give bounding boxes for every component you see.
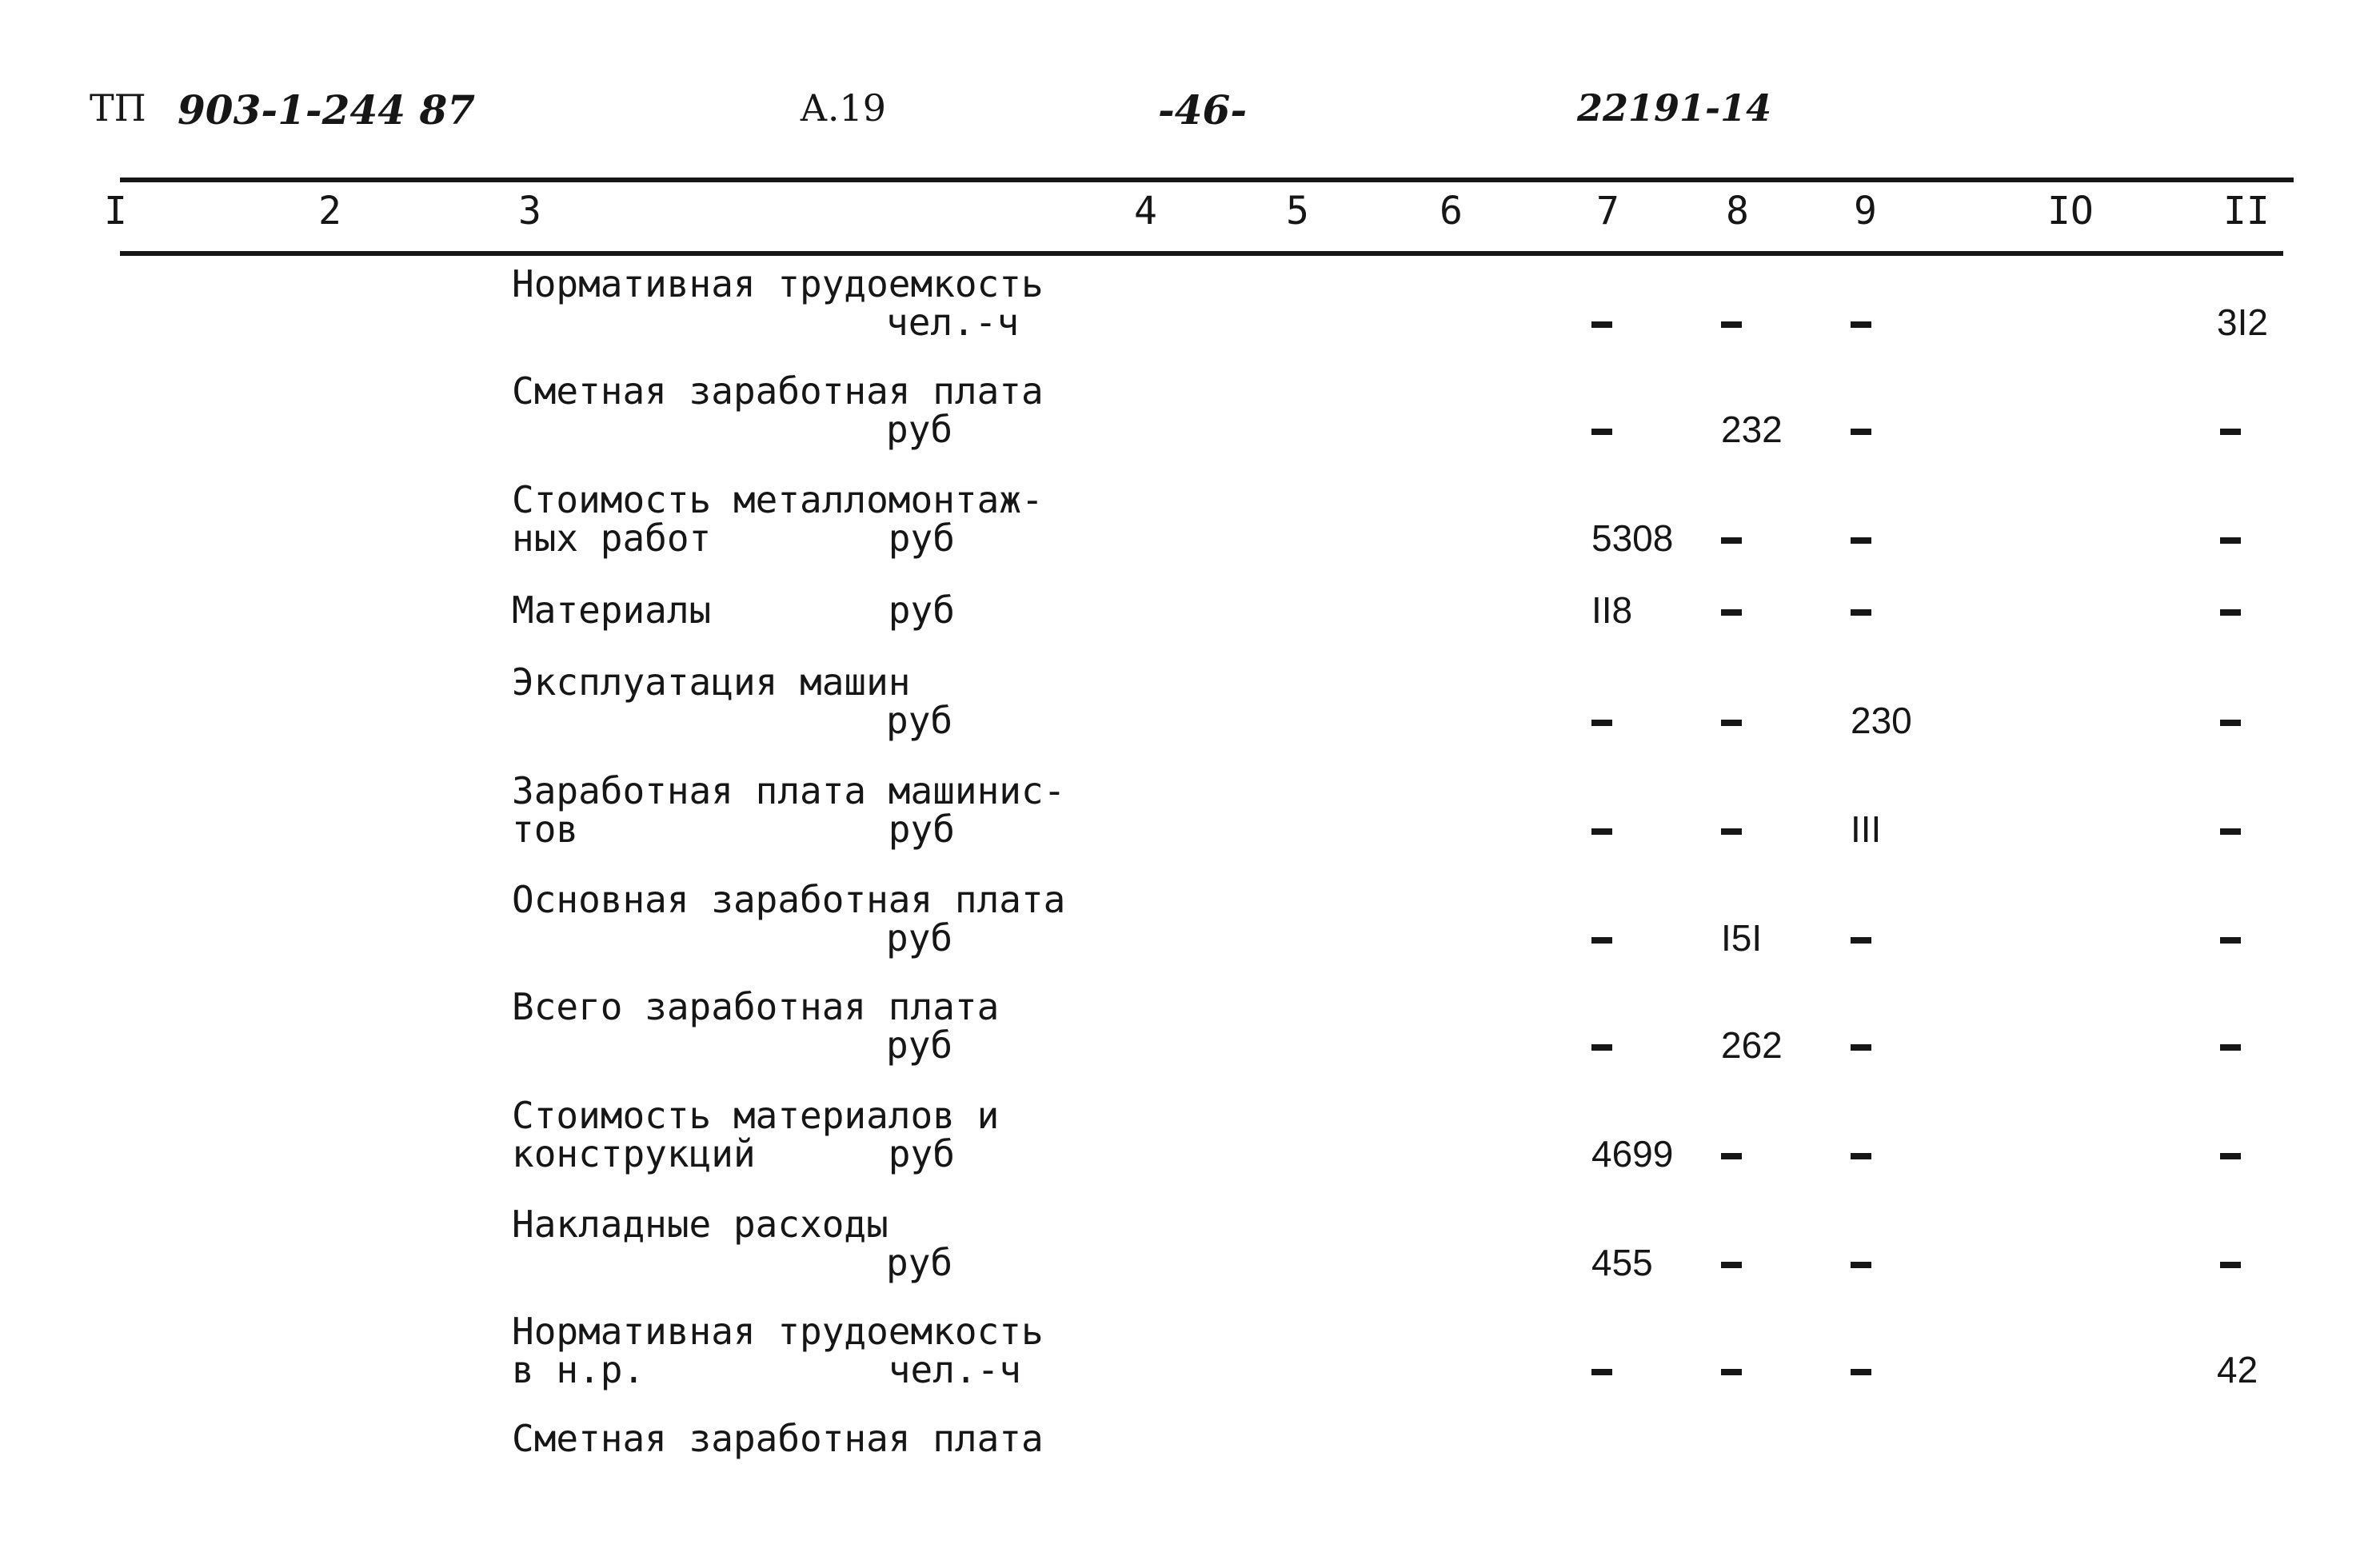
row-7-c7-dash (1591, 937, 1612, 944)
row-3-c8-dash (1721, 537, 1742, 544)
row-5-c7-dash (1591, 720, 1612, 726)
row-4-c9-dash (1851, 609, 1871, 616)
row-5-c11-dash (2220, 720, 2241, 726)
row-10-unit: руб (886, 1241, 953, 1284)
row-1-unit: чел.-ч (886, 301, 1020, 344)
row-8-c8-value: 262 (1721, 1024, 1783, 1066)
row-6-c9-value: III (1851, 808, 1882, 850)
row-2-c7-dash (1591, 429, 1612, 435)
col-head-6: 6 (1440, 189, 1463, 233)
sheet-label: А.19 (800, 86, 886, 130)
row-8-c9-dash (1851, 1044, 1871, 1051)
row-4-label: Материалы руб (512, 588, 955, 632)
project-code: 903-1-244 87 (178, 86, 476, 134)
row-4-c7-value: II8 (1591, 589, 1633, 631)
row-2-label: Сметная заработная плата (512, 369, 1044, 413)
row-8-label: Всего заработная плата (512, 985, 1000, 1028)
row-2-c8-value: 232 (1721, 409, 1783, 450)
row-2-c11-dash (2220, 429, 2241, 435)
row-11-unit: в н.р. чел.-ч (512, 1348, 1021, 1391)
row-9-c9-dash (1851, 1153, 1871, 1159)
row-9-unit: конструкций руб (512, 1132, 955, 1175)
col-head-4: 4 (1134, 189, 1157, 233)
row-10-label: Накладные расходы (512, 1203, 889, 1246)
row-3-c11-dash (2220, 537, 2241, 544)
row-3-unit: ных работ руб (512, 517, 955, 560)
col-head-2: 2 (318, 189, 341, 233)
row-9-c11-dash (2220, 1153, 2241, 1159)
row-6-unit: тов руб (512, 808, 955, 851)
page-number: -46- (1158, 86, 1248, 134)
row-8-unit: руб (886, 1023, 953, 1067)
row-5-c8-dash (1721, 720, 1742, 726)
row-1-c7-dash (1591, 321, 1612, 328)
row-4-c11-dash (2220, 609, 2241, 616)
col-head-7: 7 (1596, 189, 1619, 233)
row-12-label: Сметная заработная плата (512, 1417, 1044, 1460)
row-11-c11-value: 42 (2217, 1349, 2258, 1390)
row-5-c9-value: 230 (1851, 700, 1912, 741)
col-head-5: 5 (1286, 189, 1309, 233)
row-10-c7-value: 455 (1591, 1242, 1653, 1283)
row-5-label: Эксплуатация машин (512, 660, 911, 704)
row-11-label: Нормативная трудоемкость (512, 1310, 1044, 1353)
row-9-label: Стоимость материалов и (512, 1094, 1000, 1137)
row-5-unit: руб (886, 699, 953, 742)
row-9-c7-value: 4699 (1591, 1133, 1674, 1175)
row-7-c11-dash (2220, 937, 2241, 944)
row-11-c7-dash (1591, 1369, 1612, 1375)
row-7-c8-value: I5I (1721, 917, 1763, 959)
row-2-unit: руб (886, 408, 953, 451)
row-7-c9-dash (1851, 937, 1871, 944)
row-3-c9-dash (1851, 537, 1871, 544)
header-rule-top (120, 178, 2294, 182)
row-11-c8-dash (1721, 1369, 1742, 1375)
row-9-c8-dash (1721, 1153, 1742, 1159)
col-head-1: I (104, 189, 127, 233)
row-6-label: Заработная плата машинис- (512, 769, 1066, 812)
row-3-label: Стоимость металломонтаж- (512, 478, 1044, 521)
col-head-8: 8 (1726, 189, 1749, 233)
row-6-c7-dash (1591, 828, 1612, 835)
row-10-c9-dash (1851, 1262, 1871, 1268)
row-1-c8-dash (1721, 321, 1742, 328)
row-6-c11-dash (2220, 828, 2241, 835)
col-head-3: 3 (518, 189, 541, 233)
header-rule-bottom (120, 251, 2283, 256)
row-7-unit: руб (886, 916, 953, 960)
row-11-c9-dash (1851, 1369, 1871, 1375)
row-3-c7-value: 5308 (1591, 517, 1674, 559)
row-1-label: Нормативная трудоемкость (512, 262, 1044, 305)
doc-type-label: ТП (90, 86, 146, 130)
row-1-c9-dash (1851, 321, 1871, 328)
row-10-c11-dash (2220, 1262, 2241, 1268)
row-10-c8-dash (1721, 1262, 1742, 1268)
row-6-c8-dash (1721, 828, 1742, 835)
row-8-c7-dash (1591, 1044, 1612, 1051)
col-head-11: II (2223, 189, 2270, 233)
row-4-c8-dash (1721, 609, 1742, 616)
row-7-label: Основная заработная плата (512, 878, 1066, 921)
col-head-10: IO (2047, 189, 2094, 233)
inventory-number: 22191-14 (1577, 86, 1772, 130)
row-1-c11-value: 3I2 (2217, 301, 2268, 343)
col-head-9: 9 (1854, 189, 1877, 233)
row-8-c11-dash (2220, 1044, 2241, 1051)
row-2-c9-dash (1851, 429, 1871, 435)
